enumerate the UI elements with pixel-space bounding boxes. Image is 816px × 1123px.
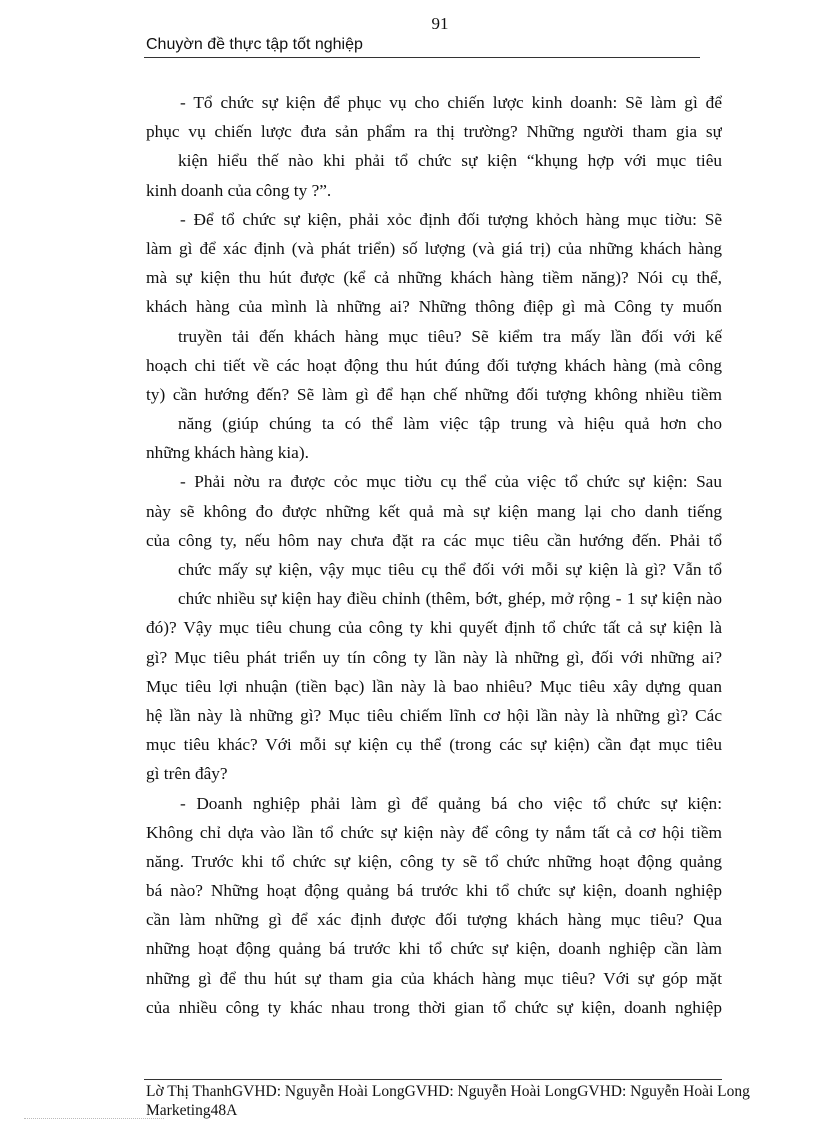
body-line: - Phải nờu ra được cỏc mục tiờu cụ thể của việc tổ chức sự kiện: Sau	[180, 472, 722, 492]
footer-author-line: Lờ Thị ThanhGVHD: Nguyễn Hoài LongGVHD: Nguyễn Hoài LongGVHD: Nguyễn Hoài Long	[146, 1083, 750, 1100]
body-line: mà sự kiện thu hút được (kể cả những khách hàng tiềm năng)? Nói cụ thể,	[146, 268, 722, 288]
body-line: Mục tiêu lợi nhuận (tiền bạc) lần này là bao nhiêu? Mục tiêu xây dựng quan	[146, 676, 722, 696]
body-line: gì? Mục tiêu phát triển uy tín công ty lần này là những gì, đối với những ai?	[146, 647, 722, 667]
body-line: gì trên đây?	[146, 764, 228, 784]
body-line: năng. Trước khi tổ chức sự kiện, công ty sẽ tổ chức những hoạt động quảng	[146, 851, 722, 871]
body-line: những hoạt động quảng bá trước khi tổ chức sự kiện, doanh nghiệp cần làm	[146, 939, 722, 959]
body-line: làm gì để xác định (và phát triển) số lượng (và giá trị) của những khách hàng	[146, 238, 722, 258]
body-line: chức nhiều sự kiện hay điều chỉnh (thêm, bớt, ghép, mở rộng - 1 sự kiện nào	[178, 589, 722, 609]
page-number: 91	[431, 14, 449, 33]
body-line: - Để tổ chức sự kiện, phải xỏc định đối tượng khỏch hàng mục tiờu: Sẽ	[180, 209, 722, 229]
header-rule	[144, 57, 700, 58]
body-line: truyền tải đến khách hàng mục tiêu? Sẽ kiểm tra mấy lần đối với kế	[178, 326, 722, 346]
body-line: kiện hiểu thế nào khi phải tổ chức sự kiện “khụng hợp với mục tiêu	[178, 151, 722, 171]
body-line: chức mấy sự kiện, vậy mục tiêu cụ thể đối với mỗi sự kiện là gì? Vẫn tổ	[178, 560, 722, 579]
footer-dotted-mark	[24, 1118, 164, 1119]
body-line: Không chỉ dựa vào lần tổ chức sự kiện này để công ty nắm tất cả cơ hội tiềm	[146, 822, 722, 842]
body-line: - Doanh nghiệp phải làm gì để quảng bá cho việc tổ chức sự kiện:	[180, 793, 722, 813]
body-line: cần làm những gì để xác định được đối tượng khách hàng mục tiêu? Qua	[146, 910, 722, 930]
body-line: của nhiều công ty khác nhau trong thời gian tổ chức sự kiện, doanh nghiệp	[146, 997, 722, 1017]
body-line: khách hàng của mình là những ai? Những thông điệp gì mà Công ty muốn	[146, 297, 722, 317]
body-line: hoạch chi tiết về các hoạt động thu hút đúng đối tượng khách hàng (mà công	[146, 355, 722, 375]
body-line: kinh doanh của công ty ?”.	[146, 180, 332, 200]
body-line: năng (giúp chúng ta có thể làm việc tập trung và hiệu quả hơn cho	[178, 414, 722, 434]
body-line: của công ty, nếu hôm nay chưa đặt ra các mục tiêu cần hướng đến. Phải tổ	[146, 530, 722, 550]
body-line: đó)? Vậy mục tiêu chung của công ty khi quyết định tổ chức tất cả sự kiện là	[146, 618, 722, 638]
body-line: ty) cần hướng đến? Sẽ làm gì để hạn chế những đối tượng không nhiều tiềm	[146, 384, 722, 404]
header-title: Chuyờn đề thực tập tốt nghiệp	[146, 36, 363, 53]
body-line: những khách hàng kia).	[146, 443, 309, 463]
body-line: những gì để thu hút sự tham gia của khách hàng mục tiêu? Với sự góp mặt	[146, 968, 722, 988]
body-line: - Tổ chức sự kiện để phục vụ cho chiến lược kinh doanh: Sẽ làm gì để	[180, 93, 722, 112]
footer-rule	[144, 1079, 722, 1080]
document-body	[146, 88, 722, 1022]
body-line: phục vụ chiến lược đưa sản phẩm ra thị trường? Những người tham gia sự	[146, 122, 722, 142]
footer-class-line: Marketing48A	[146, 1102, 238, 1119]
body-line: mục tiêu khác? Với mỗi sự kiện cụ thể (trong các sự kiện) cần đạt mục tiêu	[146, 735, 722, 755]
body-line: hệ lần này là những gì? Mục tiêu chiếm lĩnh cơ hội lần này là những gì? Các	[146, 705, 722, 725]
body-line: này sẽ không đo được những kết quả mà sự kiện mang lại cho danh tiếng	[146, 501, 722, 521]
body-line: bá nào? Những hoạt động quảng bá trước khi tổ chức sự kiện, doanh nghiệp	[146, 881, 722, 901]
